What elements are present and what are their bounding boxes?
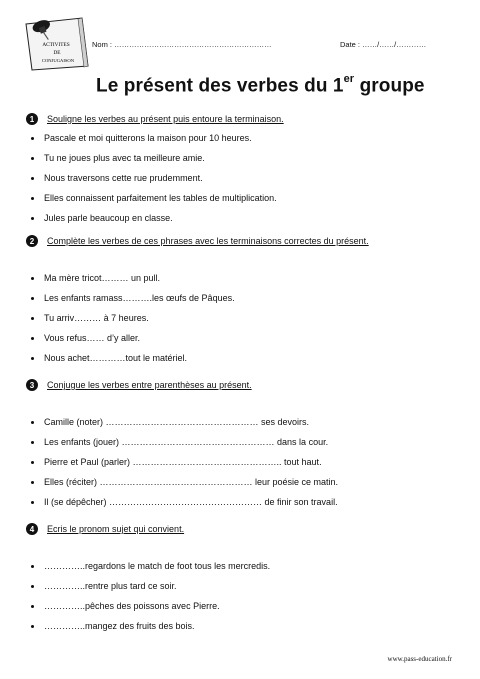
exercise-3-instruction: Conjugue les verbes entre parenthèses au présent. bbox=[47, 380, 252, 390]
list-item: …………..pêches des poissons avec Pierre. bbox=[26, 596, 466, 616]
list-item: Elles (réciter) …………………………………………… leur poésie ce matin. bbox=[26, 472, 466, 492]
footer-website: www.pass-education.fr bbox=[387, 655, 452, 663]
list-item: …………..mangez des fruits des bois. bbox=[26, 616, 466, 636]
list-item: Pascale et moi quitterons la maison pour 10 heures. bbox=[26, 128, 466, 148]
list-item: …………..regardons le match de foot tous les mercredis. bbox=[26, 556, 466, 576]
title-superscript: er bbox=[343, 73, 355, 85]
exercise-4-instruction: Ecris le pronom sujet qui convient. bbox=[47, 524, 185, 534]
logo-line-1: ACTIVITES bbox=[42, 42, 70, 48]
number-badge-2: 2 bbox=[26, 235, 38, 247]
date-field[interactable]: Date : ……/……/………… bbox=[340, 40, 427, 49]
list-item: Elles connaissent parfaitement les tables de multiplication. bbox=[26, 188, 466, 208]
list-item: Tu ne joues plus avec ta meilleure amie. bbox=[26, 148, 466, 168]
list-item: Les enfants ramass……….les œufs de Pâques. bbox=[26, 288, 466, 308]
list-item: …………..rentre plus tard ce soir. bbox=[26, 576, 466, 596]
list-item: Nous traversons cette rue prudemment. bbox=[26, 168, 466, 188]
number-badge-4: 4 bbox=[26, 523, 38, 535]
exercise-4 bbox=[26, 522, 466, 636]
list-item: Jules parle beaucoup en classe. bbox=[26, 208, 466, 228]
number-badge-3: 3 bbox=[26, 379, 38, 391]
exercise-2 bbox=[26, 234, 466, 368]
exercise-2-heading bbox=[26, 234, 466, 248]
list-item: Pierre et Paul (parler) ………………………………………….. tout haut. bbox=[26, 452, 466, 472]
exercise-3-heading bbox=[26, 378, 466, 392]
title-main: Le présent des verbes du 1 bbox=[96, 75, 344, 97]
activities-logo bbox=[22, 14, 92, 72]
exercise-3 bbox=[26, 378, 466, 512]
exercise-4-heading bbox=[26, 522, 466, 536]
page-title bbox=[96, 75, 425, 97]
exercise-2-instruction: Complète les verbes de ces phrases avec les terminaisons correctes du présent. bbox=[47, 236, 369, 246]
name-field[interactable]: Nom : ……………………………………………………… bbox=[92, 40, 272, 49]
title-end: groupe bbox=[354, 75, 425, 97]
list-item: Les enfants (jouer) …………………………………………… dans la cour. bbox=[26, 432, 466, 452]
exercise-1-instruction: Souligne les verbes au présent puis entoure la terminaison. bbox=[47, 114, 284, 124]
list-item: Ma mère tricot……… un pull. bbox=[26, 268, 466, 288]
logo-line-3: CONJUGAISON bbox=[41, 58, 75, 63]
number-badge-1: 1 bbox=[26, 113, 38, 125]
list-item: Camille (noter) …………………………………………… ses devoirs. bbox=[26, 412, 466, 432]
list-item: Nous achet…………tout le matériel. bbox=[26, 348, 466, 368]
exercise-1-heading bbox=[26, 112, 466, 126]
logo-line-2: DE bbox=[53, 50, 61, 56]
note-pin-icon bbox=[22, 14, 92, 72]
list-item: Il (se dépêcher) …………………………………………… de finir son travail. bbox=[26, 492, 466, 512]
exercise-1 bbox=[26, 112, 466, 228]
list-item: Tu arriv……… à 7 heures. bbox=[26, 308, 466, 328]
list-item: Vous refus…… d’y aller. bbox=[26, 328, 466, 348]
